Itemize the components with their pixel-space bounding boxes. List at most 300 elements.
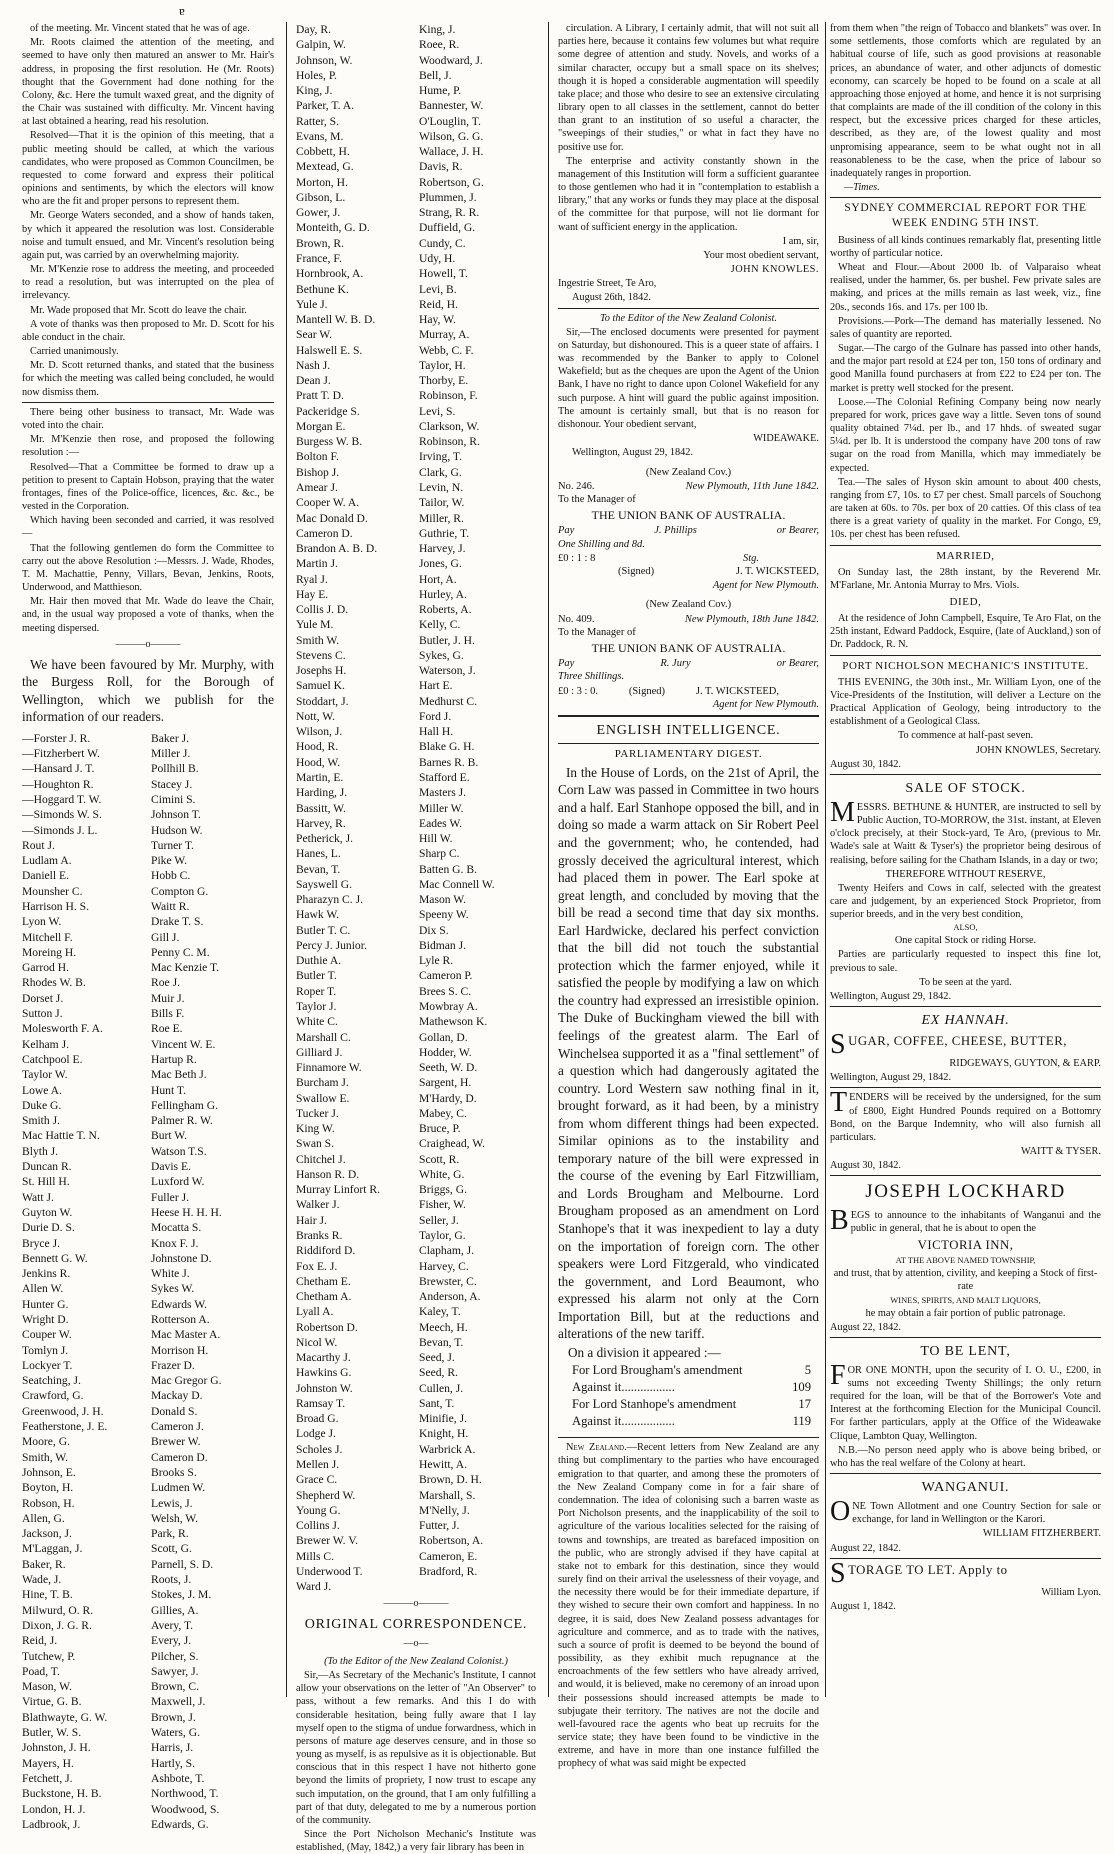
burgess-name: St. Hill H. xyxy=(22,1175,70,1189)
sale-yard: To be seen at the yard. xyxy=(919,976,1012,988)
inn-patronage: he may obtain a fair portion of public patronage. xyxy=(865,1307,1066,1319)
burgess-name: Crawford, G. xyxy=(22,1389,84,1403)
burgess-name: Irving, T. xyxy=(419,450,463,464)
inn-name: VICTORIA INN, xyxy=(917,1238,1014,1253)
vote-row xyxy=(558,1413,819,1430)
tenders-date: August 30, 1842. xyxy=(830,1160,901,1172)
burgess-name: Roberts, A. xyxy=(419,603,472,617)
burgess-name: Cimini S. xyxy=(151,792,196,806)
burgess-name: Smith J. xyxy=(22,1114,61,1128)
burgess-name: Marshall C. xyxy=(296,1030,351,1044)
burgess-roll-intro: We have been favoured by Mr. Murphy, with the Burgess Roll, for the Borough of Wellington, which we publish for the information of our readers. xyxy=(22,656,274,725)
tenders-notice: TENDERS will be received by the undersigned, for the sum of £800, Eight Hundred Pounds required on a Bottomry Bond, on the Barque Indemnity, who will also furnish all particulars. xyxy=(830,1087,1101,1143)
burgess-name: White, G. xyxy=(419,1167,465,1181)
divider xyxy=(830,774,1101,775)
burgess-name: M'Nelly, J. xyxy=(419,1503,470,1517)
burgess-name: Rout J. xyxy=(22,838,55,852)
mechanics-institute-heading: PORT NICHOLSON MECHANIC'S INSTITUTE. xyxy=(842,659,1089,672)
burgess-name: Mac Hattie T. N. xyxy=(22,1129,100,1143)
letter-date: August 26th, 1842. xyxy=(572,292,651,304)
burgess-name: —Fitzherbert W. xyxy=(22,747,100,761)
burgess-name: Cullen, J. xyxy=(419,1381,464,1395)
burgess-name: Hanes, L. xyxy=(296,847,341,861)
burgess-name: Johnston W. xyxy=(296,1381,353,1395)
burgess-name: Blake G. H. xyxy=(419,740,475,754)
burgess-name: Cameron, E. xyxy=(419,1549,478,1563)
burgess-name: Roe E. xyxy=(151,1022,183,1036)
burgess-name: Sant, T. xyxy=(419,1396,455,1410)
divider xyxy=(830,197,1101,198)
cheque-words: Three Shillings. xyxy=(558,671,625,683)
hannah-date: Wellington, August 29, 1842. xyxy=(830,1072,952,1084)
burgess-name: Young G. xyxy=(296,1503,341,1517)
names-column-c xyxy=(296,22,413,1594)
burgess-name: Udy, H. xyxy=(419,251,456,265)
burgess-name: Kelly, C. xyxy=(419,618,461,632)
sale-subheading: THEREFORE WITHOUT RESERVE, xyxy=(885,868,1046,880)
paragraph: Provisions.—Pork—The demand has materially lessened. No sales of quantity are reported. xyxy=(830,315,1101,340)
names-column-b xyxy=(151,731,274,1832)
inn-date: August 22, 1842. xyxy=(830,1321,901,1333)
burgess-name: M'Laggan, J. xyxy=(22,1542,83,1556)
wanganui-signature: WILLIAM FITZHERBERT. xyxy=(982,1528,1101,1540)
burgess-name: Day, R. xyxy=(296,23,331,36)
cheque-amount-row xyxy=(558,552,819,565)
commercial-report-heading: SYDNEY COMMERCIAL REPORT FOR THE WEEK ENDING 5TH INST. xyxy=(844,202,1087,229)
burgess-name: Lodge J. xyxy=(296,1427,336,1441)
died-notice: At the residence of John Campbell, Esquire, Te Aro Flat, on the 25th instant, Edward Paddock, Esquire, (late of Auckland,) son of Dr. Paddock, R. N. xyxy=(830,613,1101,651)
divider xyxy=(558,1437,819,1438)
vote-row xyxy=(558,1379,819,1396)
burgess-name: Kaley, T. xyxy=(419,1305,461,1319)
burgess-name: Clarkson, W. xyxy=(419,419,480,433)
burgess-name: Speeny W. xyxy=(419,908,469,922)
sale-stock: Twenty Heifers and Cows in calf, selected with the greatest care and judgement, by an experienced Stock Proprietor, from superior breeds, and in the very best condition, xyxy=(830,882,1101,921)
burgess-name: Burt W. xyxy=(151,1129,188,1143)
burgess-name: Drake T. S. xyxy=(151,915,204,929)
burgess-name: Tomlyn J. xyxy=(22,1343,69,1357)
burgess-name: Lewis, J. xyxy=(151,1496,193,1510)
cheque-pay: Pay xyxy=(558,658,575,670)
burgess-name: Ford J. xyxy=(419,709,452,723)
burgess-name: Hood, W. xyxy=(296,755,341,769)
cheque-bank: THE UNION BANK OF AUSTRALIA. xyxy=(591,507,786,522)
burgess-name: Shepherd W. xyxy=(296,1488,356,1502)
burgess-name: Mayers, H. xyxy=(22,1756,74,1770)
paragraph: Sir,—As Secretary of the Mechanic's Institute, I cannot allow your observations on the letter of "An Observer" to pass, without a few remarks. And this I do with considerable hesitation, being fully aware that I lay myself open to the stigma of undue forwardness, which in persons of mature age deserves censure, and in those so young as myself, is as repulsive as it is objectionable. But conscious that in this respect I have not hitherto gone beyond the limits of propriety, I now trust to escape any such imputation, on the ground, that I am only fulfilling a part of that duty, delegated to me by a numerous portion of the community. xyxy=(296,1670,536,1826)
burgess-name: Hunter G. xyxy=(22,1297,69,1311)
burgess-name: Miller, R. xyxy=(419,511,464,525)
burgess-name: Collis J. D. xyxy=(296,603,349,617)
burgess-name: Gilliard J. xyxy=(296,1045,343,1059)
burgess-name: Hood, R. xyxy=(296,740,339,754)
divider xyxy=(830,545,1101,546)
burgess-name: Petherick, J. xyxy=(296,832,353,846)
burgess-name: Mac Gregor G. xyxy=(151,1374,222,1388)
burgess-name: Samuel K. xyxy=(296,679,345,693)
paragraph: Tea.—The sales of Hyson skin amount to about 400 chests, ranging from £7, 10s. to £7 per chest. Small parcels of Souchong are taken at 60s. to 70s. per box of 20 catties. Of this class of tea there is a great variety of quality in the market. For Congo, £9, 10s. per chest has been refused. xyxy=(830,476,1101,541)
burgess-name: Harding, J. xyxy=(296,786,348,800)
burgess-name: Duke G. xyxy=(22,1098,62,1112)
burgess-name: Davis, R. xyxy=(419,160,463,174)
paragraph: Since the Port Nicholson Mechanic's Institute was established, (May, 1842,) a very fair library has been in xyxy=(296,1829,536,1854)
burgess-name: Wade, J. xyxy=(22,1573,62,1587)
burgess-name: Butler, J. H. xyxy=(419,633,475,647)
burgess-name: Muir J. xyxy=(151,991,185,1005)
wanganui-heading: WANGANUI. xyxy=(921,1480,1010,1496)
burgess-name: Brewer W. xyxy=(151,1435,201,1449)
burgess-name: Scholes J. xyxy=(296,1442,343,1456)
burgess-name: Lyall A. xyxy=(296,1305,334,1319)
vote-label: For Lord Stanhope's amendment xyxy=(572,1396,737,1411)
new-zealand-article xyxy=(558,1441,819,1770)
burgess-name: Davis E. xyxy=(151,1160,191,1174)
burgess-name: Miller J. xyxy=(151,747,191,761)
burgess-name: Hart E. xyxy=(419,679,453,693)
burgess-name: Bruce, P. xyxy=(419,1122,461,1136)
burgess-name: M'Hardy, D. xyxy=(419,1091,477,1105)
burgess-name: Chitchel J. xyxy=(296,1152,346,1166)
vote-row xyxy=(558,1362,819,1379)
cheque-signed-row xyxy=(558,565,819,578)
burgess-name: Bevan, T. xyxy=(296,862,341,876)
vote-value: 17 xyxy=(798,1396,811,1411)
burgess-name: Seller, J. xyxy=(419,1213,459,1227)
burgess-name: Levi, S. xyxy=(419,404,456,418)
burgess-name: Johnstone D. xyxy=(151,1251,212,1265)
burgess-name: Tucker J. xyxy=(296,1106,339,1120)
burgess-name: Broad G. xyxy=(296,1412,339,1426)
burgess-name: Hunt T. xyxy=(151,1083,186,1097)
burgess-name: Bassitt, W. xyxy=(296,801,346,815)
burgess-name: Johnson, W. xyxy=(296,53,353,67)
burgess-name: Dorset J. xyxy=(22,991,64,1005)
burgess-name: Heese H. H. H. xyxy=(151,1205,222,1219)
cheque-stg: Stg. xyxy=(742,553,759,565)
divider xyxy=(830,1558,1101,1559)
burgess-name: Harris, J. xyxy=(151,1741,194,1755)
burgess-name: Fetchett, J. xyxy=(22,1771,73,1785)
burgess-name: Fox E. J. xyxy=(296,1259,338,1273)
burgess-name: Taylor, H. xyxy=(419,358,466,372)
married-heading: MARRIED, xyxy=(936,549,995,562)
lockhard-heading: JOSEPH LOCKHARD xyxy=(865,1181,1066,1203)
paragraph: Mr. Hair then moved that Mr. Wade do leave the Chair, and, in the usual way proposed a vote of thanks, when the meeting dispersed. xyxy=(22,596,274,634)
burgess-name: Kelham J. xyxy=(22,1037,70,1051)
burgess-name: Eades W. xyxy=(419,816,463,830)
column-1 xyxy=(22,22,274,1831)
burgess-name: Mac Kenzie T. xyxy=(151,961,220,975)
burgess-name: —Hansard J. T. xyxy=(22,762,95,776)
burgess-name: Minifie, J. xyxy=(419,1412,467,1426)
hannah-heading: EX HANNAH. xyxy=(921,1013,1010,1029)
paragraph: Mr. Roots claimed the attention of the meeting, and seemed to have only then matured an answer to Mr. Hair's address, in proposing the first resolution. He (Mr. Roots) thought that the Government had done nothing for the Colony, &c. Here the tumult waxed great, and the dignity of the Chair was sustained with difficulty. Mr. Vincent having at last obtained a hearing, read his resolution. xyxy=(22,37,274,128)
burgess-name: Duncan R. xyxy=(22,1160,72,1174)
burgess-name: Amear J. xyxy=(296,480,338,494)
burgess-name: Hawk W. xyxy=(296,908,340,922)
burgess-name: Cameron P. xyxy=(419,969,473,983)
paragraph: Which having been seconded and carried, it was resolved— xyxy=(22,515,274,540)
cheque-cov: (New Zealand Cov.) xyxy=(645,466,732,478)
burgess-name: Scott, G. xyxy=(151,1542,192,1556)
burgess-name: Roe J. xyxy=(151,976,180,990)
burgess-name: Ludmen W. xyxy=(151,1481,206,1495)
cheque-pay: Pay xyxy=(558,525,575,537)
burgess-name: Parker, T. A. xyxy=(296,99,355,113)
mechanics-signature: JOHN KNOWLES, Secretary. xyxy=(975,744,1101,756)
burgess-name: Bidman J. xyxy=(419,938,467,952)
burgess-name: Mason W. xyxy=(419,893,467,907)
burgess-name: Brewer W. V. xyxy=(296,1534,359,1548)
paragraph: Mr. D. Scott returned thanks, and stated that the business for which the meeting was called being concluded, he would now dismiss them. xyxy=(22,360,274,398)
burgess-name: Pilcher, S. xyxy=(151,1649,199,1663)
burgess-name: Ward J. xyxy=(296,1580,332,1594)
burgess-name: —Forster J. R. xyxy=(22,731,91,745)
burgess-name: White C. xyxy=(296,1015,338,1029)
burgess-name: Hall H. xyxy=(419,725,454,739)
wideawake-signature: WIDEAWAKE. xyxy=(753,433,819,445)
burgess-name: Cameron D. xyxy=(151,1450,208,1464)
sale-date: Wellington, August 29, 1842. xyxy=(830,990,952,1002)
burgess-name: Turner T. xyxy=(151,838,194,852)
burgess-name: Every, J. xyxy=(151,1634,192,1648)
burgess-name: Bannester, W. xyxy=(419,99,484,113)
burgess-name: Sayswell G. xyxy=(296,877,353,891)
burgess-name: Sykes W. xyxy=(151,1282,195,1296)
divider xyxy=(830,1087,1101,1088)
divider xyxy=(830,1006,1101,1007)
burgess-name: Waitt R. xyxy=(151,899,190,913)
burgess-name: Lowe A. xyxy=(22,1083,62,1097)
burgess-name: Harrison H. S. xyxy=(22,899,89,913)
burgess-name: Brewster, C. xyxy=(419,1274,477,1288)
burgess-name: Bethune K. xyxy=(296,282,349,296)
burgess-name: Pollhill B. xyxy=(151,762,199,776)
married-notice: On Sunday last, the 28th instant, by the Reverend Mr. M'Farlane, Mr. Antonia Murray to Mrs. Viols. xyxy=(830,566,1101,591)
paragraph: Sugar.—The cargo of the Gulnare has passed into other hands, and the major part resold at £24 per ton, 150 tons of ordinary and good Manilla found purchasers at from £22 to £24 per ton. The market is pretty well stocked for the present. xyxy=(830,343,1101,394)
burgess-name: Taylor, G. xyxy=(419,1228,466,1242)
burgess-name: Mextead, G. xyxy=(296,160,354,174)
burgess-name: Futter, J. xyxy=(419,1519,460,1533)
mechanics-letter-cont xyxy=(558,22,819,234)
burgess-name: Mowbray A. xyxy=(419,1000,478,1013)
cheque-to: To the Manager of xyxy=(558,627,636,639)
burgess-name: Mac Beth J. xyxy=(151,1068,207,1082)
burgess-name: Seed, J. xyxy=(419,1351,455,1365)
burgess-name: Dixon, J. G. R. xyxy=(22,1618,92,1632)
burgess-name: Webb, C. F. xyxy=(419,343,474,357)
burgess-name: Batten G. B. xyxy=(419,862,477,876)
paragraph: Resolved—That a Committee be formed to draw up a petition to present to Captain Hobson, praying that the water frontages, fines of the Police-office, licences, &c. &c., be vested in the Corporation. xyxy=(22,461,274,513)
burgess-name: Scott, R. xyxy=(419,1152,460,1166)
burgess-name: Warbrick A. xyxy=(419,1442,476,1456)
paragraph: Loose.—The Colonial Refining Company being now nearly prepared for work, prices gave way a little. Seven tons of sound quality obtained 7¼d. per lb., and 17 hhds. of sweated sugar 5¼d. per lb. It is understood the company have 200 tons of raw sugar on the road from Manilla, which may immediately be expected. xyxy=(830,396,1101,474)
cheque-words: One Shilling and 8d. xyxy=(558,538,645,550)
burgess-name: Blathwayte, G. W. xyxy=(22,1710,108,1724)
column-2 xyxy=(296,22,536,1854)
cheque-to: To the Manager of xyxy=(558,494,636,506)
burgess-name: Duthie A. xyxy=(296,954,342,968)
burgess-name: Robertson, G. xyxy=(419,175,484,189)
burgess-name: Mackay D. xyxy=(151,1389,203,1403)
burgess-name: Harvey, R. xyxy=(296,816,346,830)
correspondence-heading: ORIGINAL CORRESPONDENCE. xyxy=(304,1617,528,1633)
burgess-name: Cundy, C. xyxy=(419,236,466,250)
died-heading: DIED, xyxy=(949,596,982,609)
burgess-name: Lyle R. xyxy=(419,954,454,968)
burgess-name: Robinson, F. xyxy=(419,389,478,403)
burgess-name: Hume, P. xyxy=(419,84,462,98)
burgess-name: Bills F. xyxy=(151,1007,185,1021)
commercial-report xyxy=(830,234,1101,542)
cheque-cov: (New Zealand Cov.) xyxy=(645,599,732,611)
cheque-number-row xyxy=(558,613,819,626)
burgess-name: Gollan, D. xyxy=(419,1030,468,1044)
burgess-name: Riddiford D. xyxy=(296,1244,356,1258)
lent-nb: N.B.—No person need apply who is above being bribed, or who has the real welfare of the Colony at heart. xyxy=(830,1444,1101,1469)
burgess-name: Murray Linfort R. xyxy=(296,1183,381,1197)
burgess-name: Briggs, G. xyxy=(419,1183,467,1197)
burgess-name: London, H. J. xyxy=(22,1802,86,1816)
burgess-name: Walker J. xyxy=(296,1198,340,1212)
burgess-name: Jones, G. xyxy=(419,557,462,571)
burgess-name: Sykes, G. xyxy=(419,648,464,662)
burgess-name: Fuller J. xyxy=(151,1190,190,1204)
divider xyxy=(830,1175,1101,1176)
burgess-name: Hodder, W. xyxy=(419,1045,472,1059)
burgess-name: Smith, W. xyxy=(22,1450,69,1464)
burgess-name: Percy J. Junior. xyxy=(296,938,367,952)
burgess-name: Hanson R. D. xyxy=(296,1167,360,1181)
parliamentary-heading: PARLIAMENTARY DIGEST. xyxy=(614,747,763,760)
burgess-name: Edwards, G. xyxy=(151,1817,209,1831)
sale-inspect: Parties are particularly requested to inspect this fine lot, previous to sale. xyxy=(830,949,1101,974)
burgess-name: Swan S. xyxy=(296,1137,335,1151)
burgess-name: Wright D. xyxy=(22,1313,69,1326)
burgess-name: Luxford W. xyxy=(151,1175,205,1189)
burgess-name: Moore, G. xyxy=(22,1435,70,1449)
burgess-name: Duffield, G. xyxy=(419,221,476,235)
inn-liquors: WINES, SPIRITS, AND MALT LIQUORS, xyxy=(890,1294,1041,1305)
burgess-name: Hair J. xyxy=(296,1213,327,1227)
paragraph: The enterprise and activity constantly shown in the management of this Institution will form a sufficient guarantee to those gentlemen who had it in "contemplation to establish a library," that any works or funds they may place at the disposal of the committee for that purpose, will not lie dormant for want of sufficient energy in the application. xyxy=(558,155,819,233)
burgess-name: Cobbett, H. xyxy=(296,145,350,159)
burgess-name: Brown, C. xyxy=(151,1680,199,1694)
burgess-name: Hine, T. B. xyxy=(22,1588,73,1602)
burgess-name: Hill W. xyxy=(419,832,453,846)
burgess-name: Taylor W. xyxy=(22,1068,68,1082)
burgess-name: Ramsay T. xyxy=(296,1396,346,1410)
inn-subheading: AT THE ABOVE NAMED TOWNSHIP, xyxy=(895,1255,1036,1266)
burgess-name: Mounsher C. xyxy=(22,884,83,898)
burgess-name: Bell, J. xyxy=(419,68,452,82)
burgess-name: Allen W. xyxy=(22,1282,64,1296)
vote-value: 109 xyxy=(792,1380,811,1395)
burgess-name: Fisher, W. xyxy=(419,1198,466,1212)
cheque-number: No. 409. xyxy=(558,613,595,625)
burgess-name: Howell, T. xyxy=(419,267,468,281)
burgess-name: Wilson, J. xyxy=(296,725,343,739)
burgess-name: Waters, G. xyxy=(151,1726,200,1740)
cheque-place-date: New Plymouth, 11th June 1842. xyxy=(685,480,819,492)
burgess-name: Baker, R. xyxy=(22,1557,66,1571)
burgess-name: Robertson, A. xyxy=(419,1534,484,1548)
burgess-name: Mocatta S. xyxy=(151,1221,202,1235)
burgess-name: King, J. xyxy=(296,84,333,98)
burgess-name: Halswell E. S. xyxy=(296,343,363,357)
burgess-name: Clapham, J. xyxy=(419,1244,475,1258)
burgess-name: Baker J. xyxy=(151,731,189,745)
burgess-name: Waterson, J. xyxy=(419,664,476,678)
burgess-name: Harvey, J. xyxy=(419,542,466,556)
burgess-name: Smith W. xyxy=(296,633,340,647)
sale-horse: One capital Stock or riding Horse. xyxy=(894,935,1037,947)
burgess-name: Gower, J. xyxy=(296,206,341,220)
storage-notice: STORAGE TO LET. Apply to xyxy=(830,1557,1008,1589)
burgess-name: Dix S. xyxy=(419,923,449,937)
burgess-name: Burcham J. xyxy=(296,1076,349,1090)
cheque-bearer: or Bearer, xyxy=(776,525,819,537)
burgess-name: Roee, R. xyxy=(419,38,460,52)
burgess-name: Craighead, W. xyxy=(419,1137,486,1151)
division-intro: On a division it appeared :— xyxy=(568,1344,721,1360)
burgess-name: Woodwood, S. xyxy=(151,1802,220,1816)
burgess-name: Brees S. C. xyxy=(419,984,472,998)
paragraph: Mr. M'Kenzie rose to address the meeting, and proceeded to read a resolution, but was interrupted on the plea of irrelevancy. xyxy=(22,264,274,302)
divider xyxy=(830,1473,1101,1474)
burgess-name: Miller W. xyxy=(419,801,464,815)
burgess-name: Stafford E. xyxy=(419,771,470,785)
burgess-name: Mitchell F. xyxy=(22,930,73,944)
burgess-name: Guyton W. xyxy=(22,1205,73,1219)
burgess-name: Chetham A. xyxy=(296,1290,352,1304)
cheque-bank: THE UNION BANK OF AUSTRALIA. xyxy=(591,640,786,655)
burgess-name: Hay E. xyxy=(296,587,329,601)
burgess-name: Parnell, S. D. xyxy=(151,1557,214,1571)
burgess-name: Robson, H. xyxy=(22,1496,75,1510)
burgess-name: Marshall, S. xyxy=(419,1488,476,1502)
lockhard-notice: BEGS to announce to the inhabitants of Wanganui and the public in general, that he is about to open the xyxy=(830,1204,1101,1236)
cheque-signer: J. T. WICKSTEED, xyxy=(695,685,779,697)
cheque-amount: £0 : 3 : 0. xyxy=(558,685,598,697)
burgess-name: Seed, R. xyxy=(419,1366,458,1380)
burgess-name: Gill J. xyxy=(151,930,180,944)
burgess-name: Brown, D. H. xyxy=(419,1473,482,1487)
cheque-signer: J. T. WICKSTEED, xyxy=(735,566,819,578)
burgess-name: Roper T. xyxy=(296,984,337,998)
cheque-bearer: or Bearer, xyxy=(776,658,819,670)
burgess-name: Virtue, G. B. xyxy=(22,1695,82,1709)
vote-label: Against it................. xyxy=(572,1380,675,1395)
mechanics-letter xyxy=(296,1669,536,1854)
ornament: ———o——— xyxy=(115,638,181,650)
burgess-name: Collins J. xyxy=(296,1519,340,1533)
paragraph: of the meeting. Mr. Vincent stated that he was of age. xyxy=(30,23,250,34)
column-rule xyxy=(825,22,826,1697)
burgess-name: Moreing H. xyxy=(22,945,77,959)
burgess-name: Hawkins G. xyxy=(296,1366,352,1380)
burgess-name: Butler T. C. xyxy=(296,923,351,937)
burgess-name: Bradford, R. xyxy=(419,1564,478,1578)
burgess-name: Tailor, W. xyxy=(419,496,465,510)
burgess-name: Penny C. M. xyxy=(151,945,210,959)
burgess-name: Medhurst C. xyxy=(419,694,477,708)
burgess-name: Brooks S. xyxy=(151,1465,197,1479)
burgess-name: Packeridge S. xyxy=(296,404,360,418)
lent-heading: TO BE LENT, xyxy=(920,1343,1011,1359)
burgess-roll-names xyxy=(22,731,274,1832)
letter-closing: I am, sir, xyxy=(782,235,819,247)
